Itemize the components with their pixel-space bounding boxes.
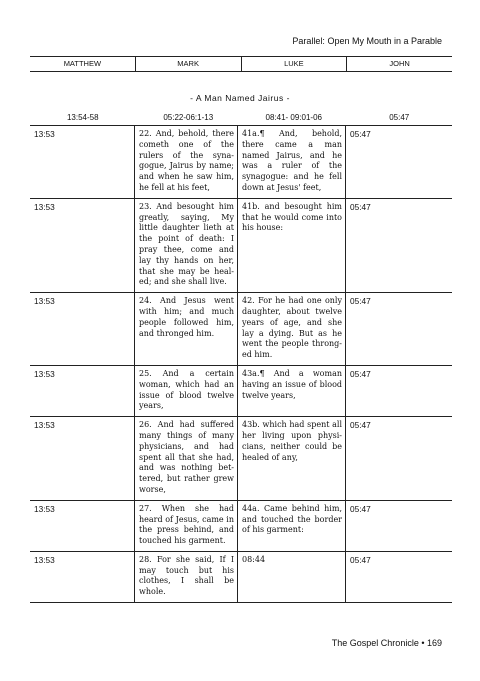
reference-row [30, 113, 452, 122]
gospel-luke: LUKE [241, 57, 347, 71]
matthew-cell: 13:53 [34, 420, 55, 431]
mark-cell: 23. And besought him greatly, saying, My little daughter lieth at the point of death: I pray thee, come and lay thy hands on her, that she may be heal-ed; and she shall live. [134, 199, 238, 292]
mark-cell: 26. And had suffered many things of many physicians, and had spent all that she had, and was nothing bet-tered, but rather grew worse, [134, 417, 238, 500]
gospel-john: JOHN [346, 57, 452, 71]
luke-cell: 42. For he had one only daughter, about twelve years of age, and she lay a dying. But as he went the people throng-ed him. [238, 293, 346, 365]
john-cell: 05:47 [350, 296, 371, 307]
table-row [30, 293, 452, 366]
john-cell: 05:47 [350, 201, 371, 212]
john-cell: 05:47 [350, 420, 371, 431]
gospel-matthew: MATTHEW [63, 59, 102, 68]
table-row [30, 199, 452, 293]
parallel-table [30, 125, 452, 603]
section-title: - A Man Named Jairus - [190, 93, 290, 103]
luke-cell: 44a. Came behind him, and touched the border of his garment: [238, 501, 346, 551]
table-row [30, 501, 452, 552]
gospel-header [30, 56, 452, 72]
mark-cell: 27. When she had heard of Jesus, came in the press behind, and touched his garment. [134, 501, 238, 551]
mark-cell: 24. And Jesus went with him; and much people followed him, and thronged him. [134, 293, 238, 365]
matthew-cell: 13:53 [34, 129, 55, 139]
luke-cell: 43b. which had spent all her living upon physi-cians, neither could be healed of any, [238, 417, 346, 500]
page-footer: The Gospel Chronicle • 169 [331, 638, 442, 648]
mark-cell: 25. And a certain woman, which had an issue of blood twelve years, [134, 366, 238, 416]
john-cell: 05:47 [350, 503, 371, 514]
matthew-cell: 13:53 [34, 554, 55, 565]
ref-luke: 08:41- 09:01-06 [265, 113, 322, 122]
table-row [30, 126, 452, 199]
table-row [30, 552, 452, 603]
luke-cell: 08:44 [238, 552, 346, 602]
table-row [30, 417, 452, 501]
luke-cell: 41a.¶ And, behold, there came a man named Jairus, and he was a ruler of the synagogue: and he fell down at Jesus' feet, [238, 126, 346, 198]
table-row [30, 366, 452, 417]
ref-john: 05:47 [389, 113, 410, 122]
ref-matthew: 13:54-58 [66, 113, 99, 122]
mark-cell: 28. For she said, If I may touch but his clothes, I shall be whole. [134, 552, 238, 602]
john-cell: 05:47 [350, 129, 371, 139]
john-cell: 05:47 [350, 554, 371, 565]
running-head: Parallel: Open My Mouth in a Parable [292, 36, 442, 46]
luke-cell: 43a.¶ And a woman having an issue of blood twelve years, [238, 366, 346, 416]
matthew-cell: 13:53 [34, 368, 55, 379]
matthew-cell: 13:53 [34, 201, 55, 212]
matthew-cell: 13:53 [34, 296, 55, 307]
ref-mark: 05:22-06:1-13 [163, 113, 214, 122]
luke-cell: 41b. and besought him that he would come into his house: [238, 199, 346, 292]
john-cell: 05:47 [350, 368, 371, 379]
matthew-cell: 13:53 [34, 503, 55, 514]
mark-cell: 22. And, behold, there cometh one of the rulers of the syna-gogue, Jairus by name; and when he saw him, he fell at his feet, [134, 126, 238, 198]
gospel-mark: MARK [135, 57, 241, 71]
